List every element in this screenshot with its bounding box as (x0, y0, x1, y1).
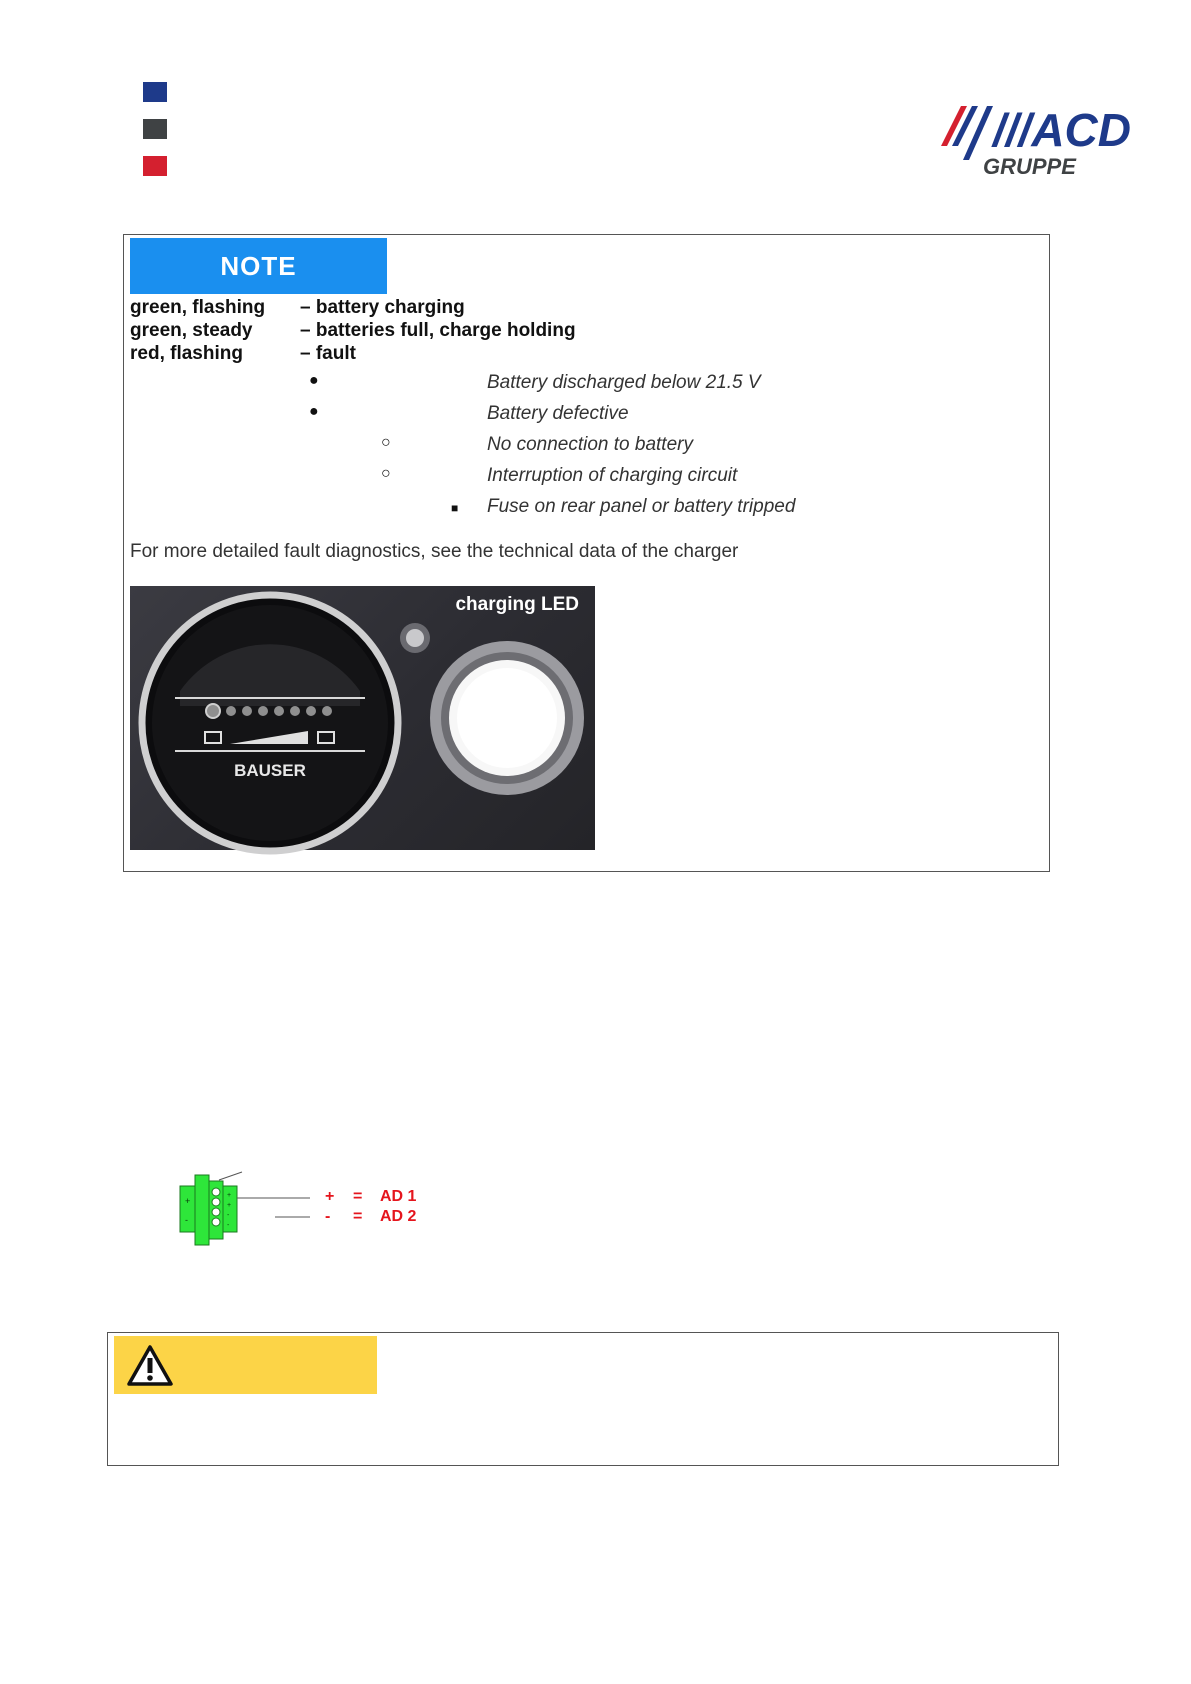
status-color: green, steady (130, 320, 253, 341)
status-meaning: – fault (300, 343, 356, 364)
bullet-square-icon: ■ (451, 501, 459, 515)
svg-text:+: + (227, 1192, 232, 1199)
svg-text:-: - (185, 1215, 188, 1225)
warning-box (107, 1332, 1059, 1466)
status-color: red, flashing (130, 343, 243, 364)
status-meaning: – battery charging (300, 297, 465, 318)
acd-gruppe-logo (935, 100, 1131, 180)
pin-name: AD 2 (380, 1208, 417, 1225)
cause-item: Interruption of charging circuit (487, 465, 738, 486)
pin-name: AD 1 (380, 1188, 417, 1205)
color-square-navy (143, 82, 167, 102)
pin-eq: = (353, 1188, 363, 1205)
svg-text:+: + (227, 1202, 232, 1209)
status-row-red-flashing (130, 343, 356, 365)
cause-item: No connection to battery (487, 434, 693, 455)
logo-subtext: GRUPPE (983, 154, 1076, 179)
status-row-green-steady (130, 320, 576, 342)
status-meaning: – batteries full, charge holding (300, 320, 576, 341)
warning-triangle-icon (126, 1344, 174, 1388)
status-row-green-flashing (130, 297, 465, 319)
svg-text:-: - (227, 1222, 230, 1229)
bullet-disc-icon: ● (309, 372, 319, 389)
pin-eq: = (353, 1208, 363, 1225)
gauge-illustration (130, 586, 595, 850)
svg-text:+: + (185, 1196, 191, 1206)
note-box (123, 234, 1050, 872)
cause-item: Battery defective (487, 403, 629, 424)
cause-item: Fuse on rear panel or battery tripped (487, 496, 796, 517)
gauge-brand: BAUSER (234, 761, 306, 780)
bullet-circle-icon: ○ (381, 465, 391, 482)
color-square-red (143, 156, 167, 176)
pin-sign: - (325, 1208, 331, 1225)
warning-header (114, 1336, 377, 1394)
photo-label: charging LED (455, 594, 579, 615)
note-header: NOTE (130, 238, 387, 294)
color-square-grey (143, 119, 167, 139)
bullet-circle-icon: ○ (381, 434, 391, 451)
status-color: green, flashing (130, 297, 266, 318)
logo-text: ///ACD (993, 104, 1131, 156)
pin-label-1 (325, 1188, 416, 1206)
charging-led-photo (130, 586, 595, 850)
svg-text:-: - (227, 1212, 230, 1219)
cause-item: Battery discharged below 21.5 V (487, 372, 761, 393)
pin-label-2 (325, 1208, 416, 1226)
diagnostics-text: For more detailed fault diagnostics, see the technical data of the charger (130, 541, 739, 562)
pin-sign: + (325, 1188, 335, 1205)
bullet-disc-icon: ● (309, 403, 319, 420)
